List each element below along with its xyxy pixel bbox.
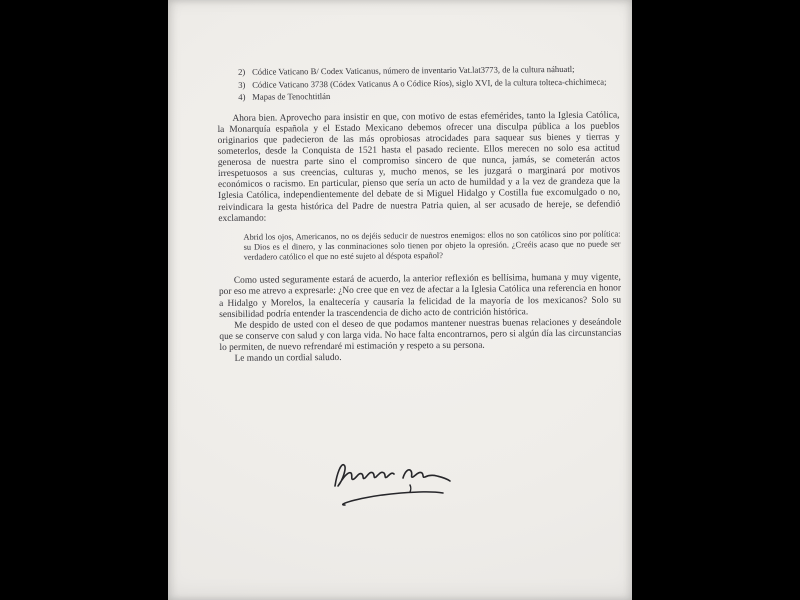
block-quote: Abrid los ojos, Americanos, no os dejéis seducir de nuestros enemigos: ellos no son católicos sino por política: su Dios es el dinero, y las conminaciones solo tienen por objeto la opresión. ¿Creéis acaso que no puede ser verdadero católico el que no esté sujeto al déspota español? <box>243 229 621 262</box>
codex-list <box>217 62 619 103</box>
paragraph-farewell: Me despido de usted con el deseo de que podamos mantener nuestras buenas relaciones y deseándole que se conserve con salud y con larga vida. No hace falta encontrarnos, pero si algún día las circunstancias lo permiten, de nuevo refrendaré mi estimación y respeto a su persona. <box>219 317 622 353</box>
list-item-text: Códice Vaticano 3738 (Códex Vaticanus A o Códice Ríos), siglo XVI, de la cultura tolteca-chichimeca; <box>252 76 607 90</box>
list-item-text: Mapas de Tenochtitlán <box>252 91 331 102</box>
list-item-number: 3) <box>238 79 246 90</box>
paragraph-main: Ahora bien. Aprovecho para insistir en que, con motivo de estas efemérides, tanto la Iglesia Católica, la Monarquía española y el Estado Mexicano debemos ofrecer una disculpa pública a los pueblos originarios que padecieron de las más oprobiosas atrocidades para saquear sus bienes y tierras y someterlos, desde la Conquista de 1521 hasta el pasado reciente. Ellos merecen no solo esa actitud generosa de nuestra parte sino el compromiso sincero de que nunca, jamás, se cometerán actos irrespetuosos a sus creencias, culturas y, mucho menos, se les juzgará o marginará por motivos económicos o racismo. En particular, pienso que sería un acto de humildad y a la vez de grandeza que la Iglesia Católica, independientemente del debate de si Miguel Hidalgo y Costilla fue excomulgado o no, reivindicara la gesta histórica del Padre de nuestra Patria quien, al ser acusado de hereje, se defendió exclamando: <box>217 110 621 224</box>
list-item <box>217 88 619 104</box>
letter-page <box>168 0 632 600</box>
list-item-number: 4) <box>238 91 246 103</box>
signature-icon <box>331 455 461 517</box>
list-item-text: Códice Vaticano B/ Codex Vaticanus, número de inventario Vat.lat3773, de la cultura náhuatl; <box>252 63 575 77</box>
paragraph-reflection: Como usted seguramente estará de acuerdo, la anterior reflexión es bellísima, humana y muy vigente, por eso me atrevo a expresarle: ¿No cree que en vez de afectar a la Iglesia Católica una referencia en honor a Hidalgo y Morelos, la enaltecería y causaría la felicidad de la mayoría de los mexicanos? Solo su sensibilidad podría entender la trascendencia de dicho acto de contrición histórica. <box>218 272 622 320</box>
list-item-number: 2) <box>238 66 246 77</box>
letter-content <box>217 62 622 365</box>
closing-line: Le mando un cordial saludo. <box>234 352 342 364</box>
handwritten-signature <box>331 455 461 517</box>
